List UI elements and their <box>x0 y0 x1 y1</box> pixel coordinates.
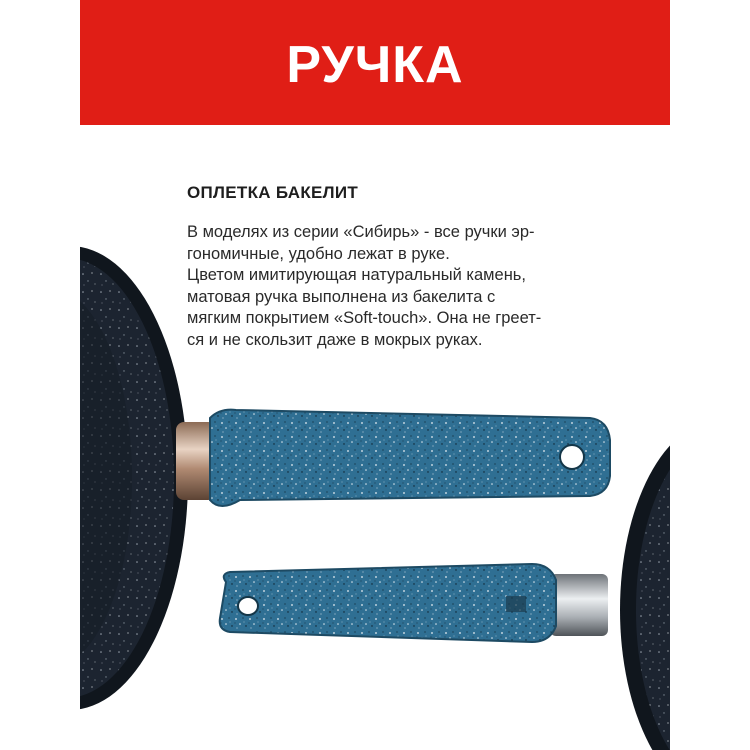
frying-pans-illustration <box>80 0 670 750</box>
description-line: ся и не скользит даже в мокрых руках. <box>187 330 483 349</box>
page-title: РУЧКА <box>286 35 464 94</box>
description-line: мягким покрытием «Soft-touch». Она не греет- <box>187 309 542 327</box>
description-line: В моделях из серии «Сибирь» - все ручки эр- <box>187 223 535 241</box>
description-line: гономичные, удобно лежат в руке. <box>187 244 450 263</box>
section-heading: ОПЛЕТКА БАКЕЛИТ <box>187 183 359 202</box>
product-card <box>80 0 670 750</box>
description-text <box>187 222 607 351</box>
description-line: Цветом имитирующая натуральный камень, <box>187 266 526 284</box>
description-line: матовая ручка выполнена из бакелита с <box>187 287 496 306</box>
